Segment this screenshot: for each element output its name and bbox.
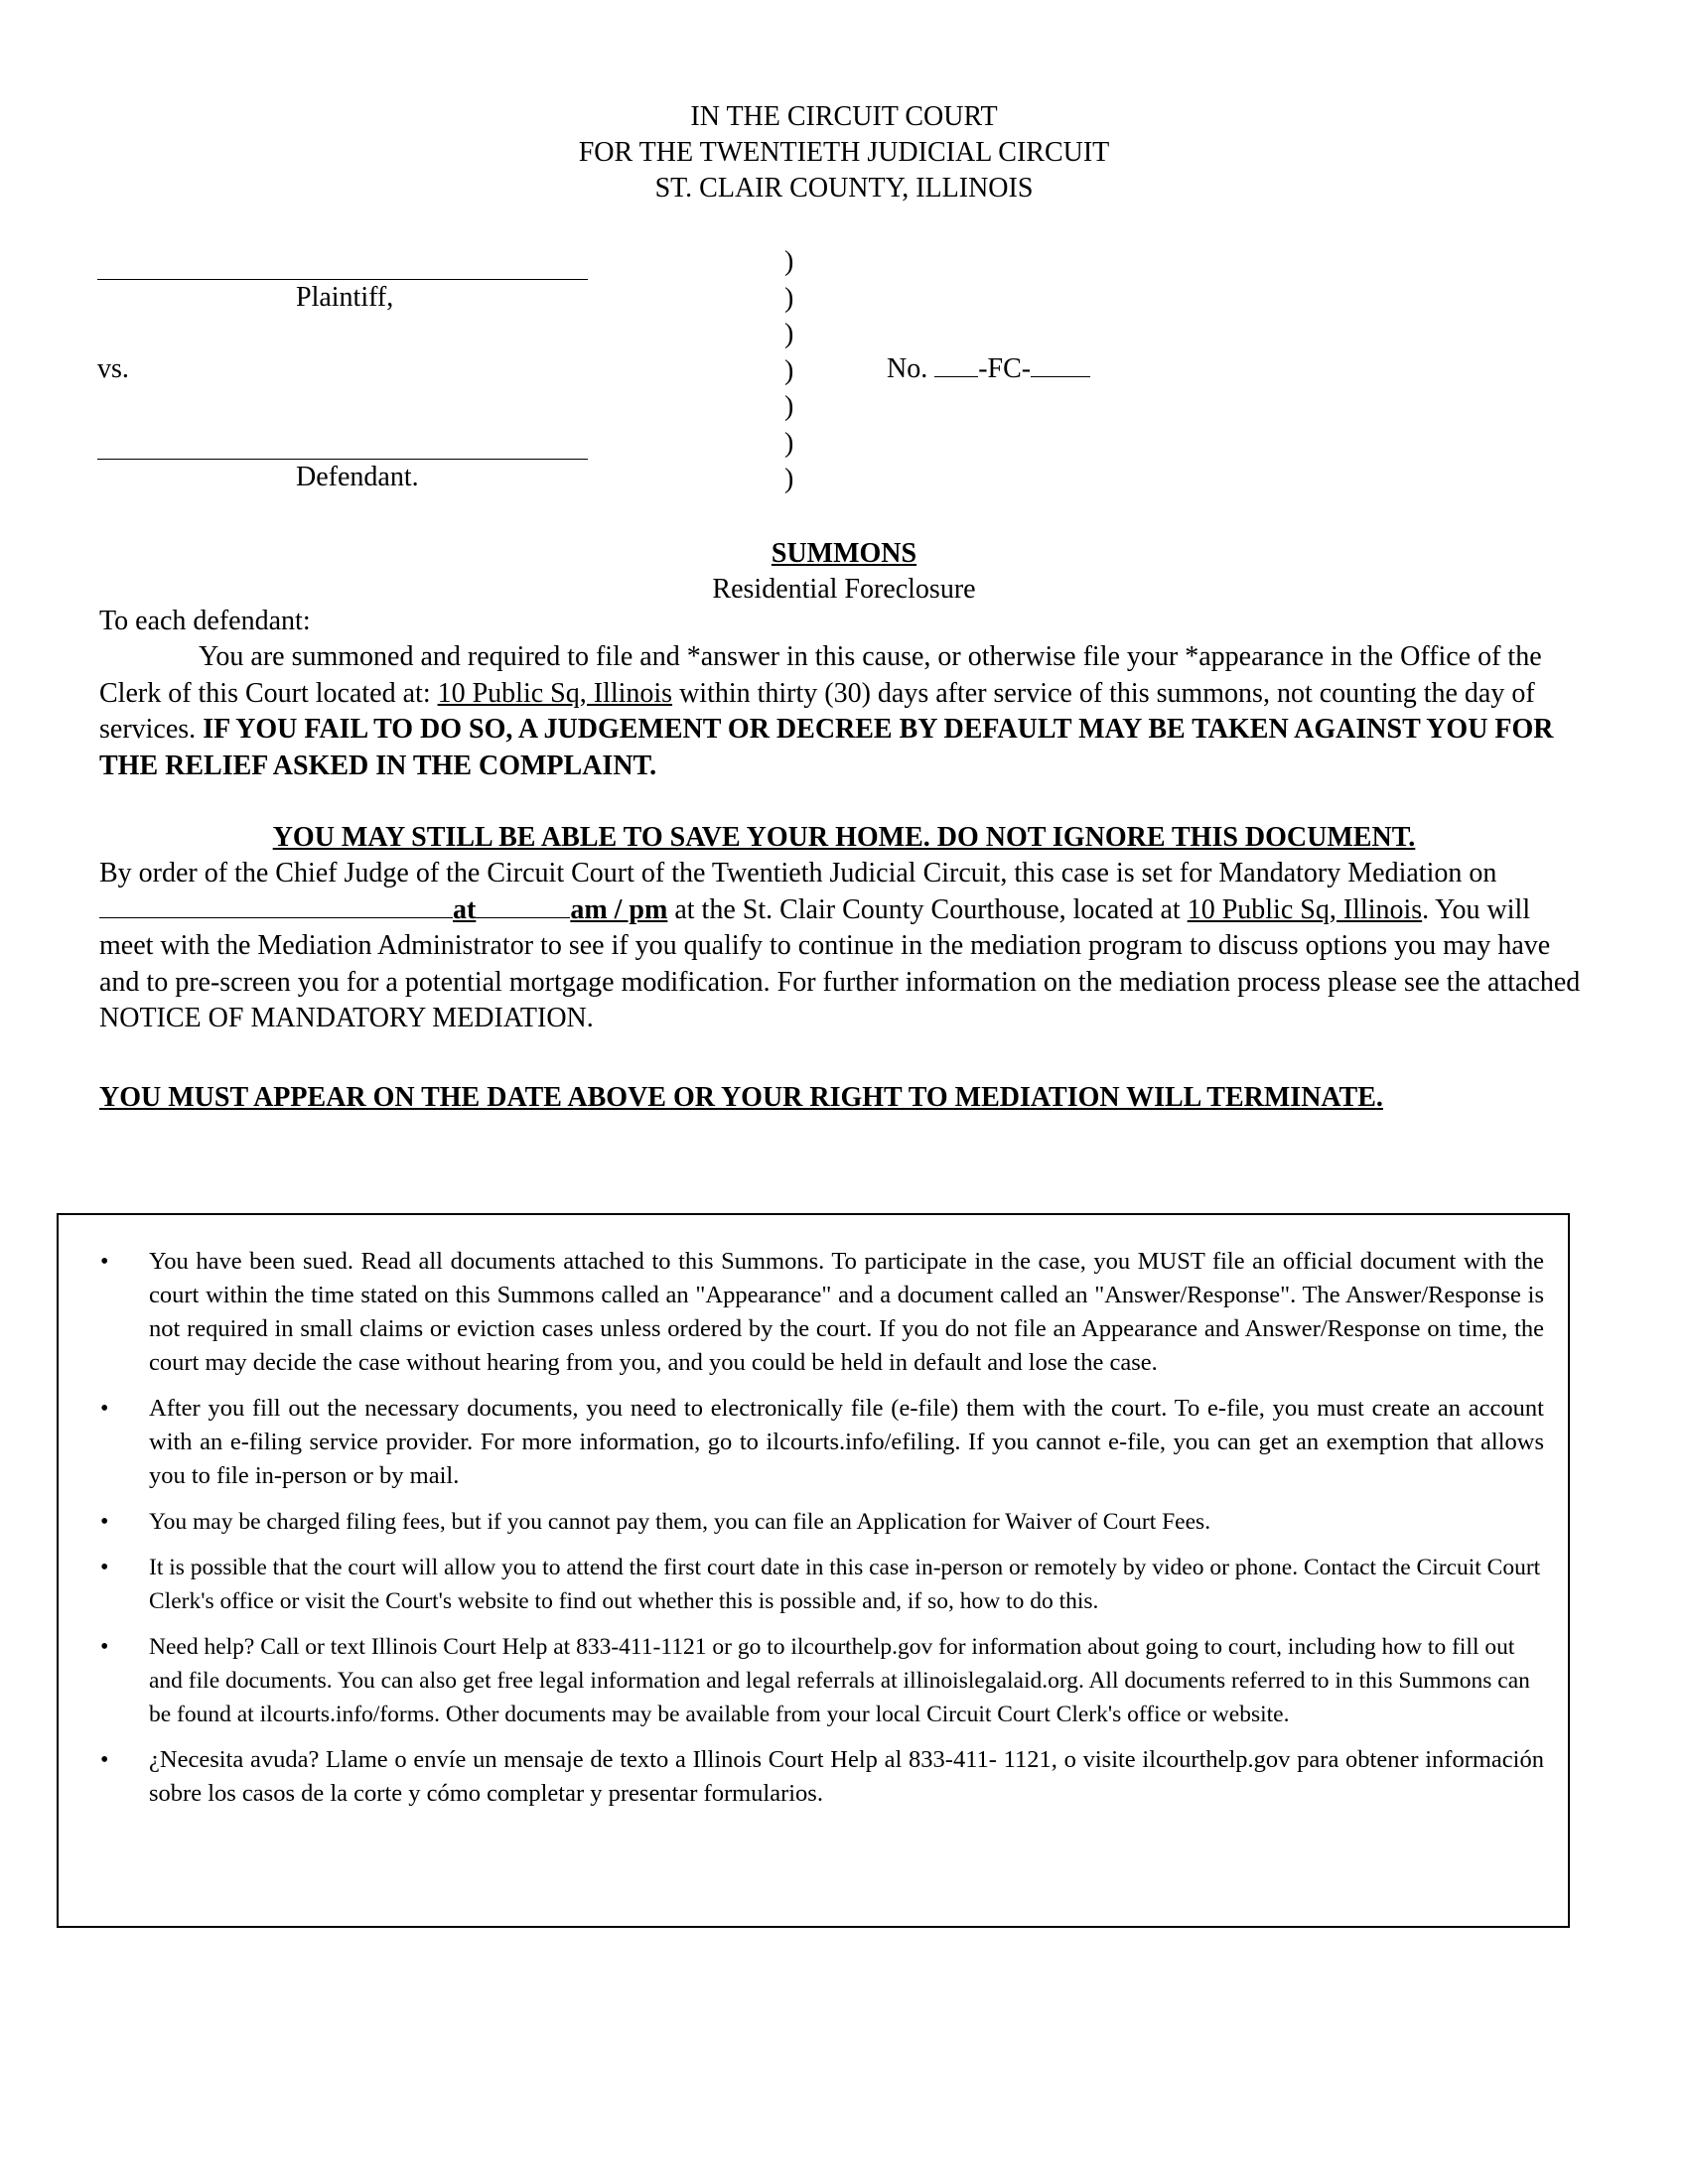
- save-home-notice: YOU MAY STILL BE ABLE TO SAVE YOUR HOME. DO NOT IGNORE THIS DOCUMENT.: [272, 822, 1416, 853]
- bullet-icon: •: [100, 1634, 109, 1660]
- mediation-text-2: at the St. Clair County Courthouse, located at: [667, 893, 1188, 925]
- court-header: [0, 99, 1688, 206]
- summons-paragraph: [99, 639, 1589, 784]
- courthouse-address: 10 Public Sq, Illinois: [1187, 893, 1423, 925]
- court-line-3: ST. CLAIR COUNTY, ILLINOIS: [654, 173, 1034, 204]
- notice-item: [59, 1505, 1544, 1539]
- bullet-icon: •: [100, 1396, 109, 1422]
- mediation-paragraph: [99, 856, 1589, 1037]
- notice-box: [57, 1213, 1570, 1928]
- paren: ): [784, 246, 794, 277]
- bullet-icon: •: [100, 1509, 109, 1535]
- vs-label: vs.: [97, 353, 129, 384]
- default-warning: IF YOU FAIL TO DO SO, A JUDGEMENT OR DECREE BY DEFAULT MAY BE TAKEN AGAINST YOU FOR THE RELIEF ASKED IN THE COMPLAINT.: [99, 714, 1554, 781]
- plaintiff-label: Plaintiff,: [296, 282, 394, 313]
- clerk-address: 10 Public Sq, Illinois: [437, 677, 673, 709]
- must-appear-notice: YOU MUST APPEAR ON THE DATE ABOVE OR YOUR RIGHT TO MEDIATION WILL TERMINATE.: [99, 1082, 1383, 1113]
- caption-parentheses: [784, 244, 814, 498]
- salutation: To each defendant:: [99, 606, 311, 636]
- paren: ): [784, 282, 794, 314]
- notice-item-text: You may be charged filing fees, but if you cannot pay them, you can file an Application for Waiver of Court Fees.: [149, 1509, 1211, 1535]
- case-year-blank[interactable]: [934, 375, 978, 377]
- notice-item: [59, 1245, 1544, 1380]
- case-number: [887, 353, 1090, 385]
- mediation-time-blank[interactable]: [476, 893, 570, 918]
- paren: ): [784, 354, 794, 386]
- case-caption: [97, 244, 1190, 512]
- court-line-1: IN THE CIRCUIT COURT: [690, 101, 998, 132]
- notice-item-text: After you fill out the necessary documents, you need to electronically file (e-file) them with the court. To e-file, you must create an account with an e-filing service provider. For more information, go to ilcourts.info/efiling. If you cannot e-file, you can get an exemption that allows you to file in-person or by mail.: [149, 1395, 1544, 1489]
- summons-text-1: You are summoned and required to file and *answer in this cause, or otherwise file your *appearance in the Office of the Clerk of this Court located at:: [99, 641, 1542, 709]
- mediation-text-1: By order of the Chief Judge of the Circuit Court of the Twentieth Judicial Circuit, this case is set for Mandatory Mediation on: [99, 858, 1497, 888]
- bullet-icon: •: [100, 1747, 109, 1773]
- notice-item: [59, 1392, 1544, 1493]
- case-number-prefix: No.: [887, 353, 928, 384]
- notice-item-text: Need help? Call or text Illinois Court Help at 833-411-1121 or go to ilcourthelp.gov for information about going to court, including how to fill out and file documents. You can also get free legal information and legal referrals at illinoislegalaid.org. All documents referred to in this Summons can be found at ilcourts.info/forms. Other documents may be available from your local Circuit Court Clerk's office or website.: [149, 1634, 1530, 1727]
- mediation-date-blank[interactable]: [99, 893, 453, 918]
- notice-item: [59, 1551, 1544, 1618]
- case-sequence-blank[interactable]: [1031, 375, 1090, 377]
- plaintiff-name-line[interactable]: [97, 279, 588, 280]
- court-line-2: FOR THE TWENTIETH JUDICIAL CIRCUIT: [578, 137, 1110, 168]
- mediation-at-label: at: [453, 893, 477, 925]
- paren: ): [784, 427, 794, 459]
- mediation-text-3: . You will meet with the Mediation Administrator to see if you qualify to continue in the mediation program to discuss options you may have and to pre-screen you for a potential mortgage modification. For further information on the mediation process please see the attached NOTICE OF MANDATORY MEDIATION.: [99, 893, 1581, 1033]
- notice-item-text: It is possible that the court will allow you to attend the first court date in this case in-person or remotely by video or phone. Contact the Circuit Court Clerk's office or visit the Court's website to find out whether this is possible and, if so, how to do this.: [149, 1555, 1541, 1614]
- summons-title-block: [0, 536, 1688, 608]
- notice-item: [59, 1743, 1544, 1811]
- notice-item: [59, 1630, 1544, 1731]
- notice-item-text: ¿Necesita avuda? Llame o envíe un mensaje de texto a Illinois Court Help al 833-411- 1121, o visite ilcourthelp.gov para obtener información sobre los casos de la corte y cómo completar y presentar formularios.: [149, 1746, 1544, 1807]
- bullet-icon: •: [100, 1249, 109, 1275]
- paren: ): [784, 464, 794, 494]
- case-number-type: -FC-: [978, 353, 1032, 384]
- paren: ): [784, 391, 794, 422]
- paren: ): [784, 319, 794, 349]
- notice-list: [59, 1215, 1568, 1811]
- defendant-name-line[interactable]: [97, 459, 588, 460]
- summons-text-2: within thirty (30) days after service of this summons, not counting the day of services.: [99, 677, 1535, 745]
- bullet-icon: •: [100, 1555, 109, 1580]
- summons-title: SUMMONS: [771, 538, 917, 569]
- notice-item-text: You have been sued. Read all documents attached to this Summons. To participate in the case, you MUST file an official document with the court within the time stated on this Summons called an "Appearance" and a document called an "Answer/Response". The Answer/Response is not required in small claims or eviction cases unless ordered by the court. If you do not file an Appearance and Answer/Response on time, the court may decide the case without hearing from you, and you could be held in default and lose the case.: [149, 1248, 1544, 1376]
- mediation-ampm-label: am / pm: [570, 893, 668, 925]
- defendant-label: Defendant.: [296, 462, 419, 492]
- summons-subtitle: Residential Foreclosure: [712, 574, 976, 605]
